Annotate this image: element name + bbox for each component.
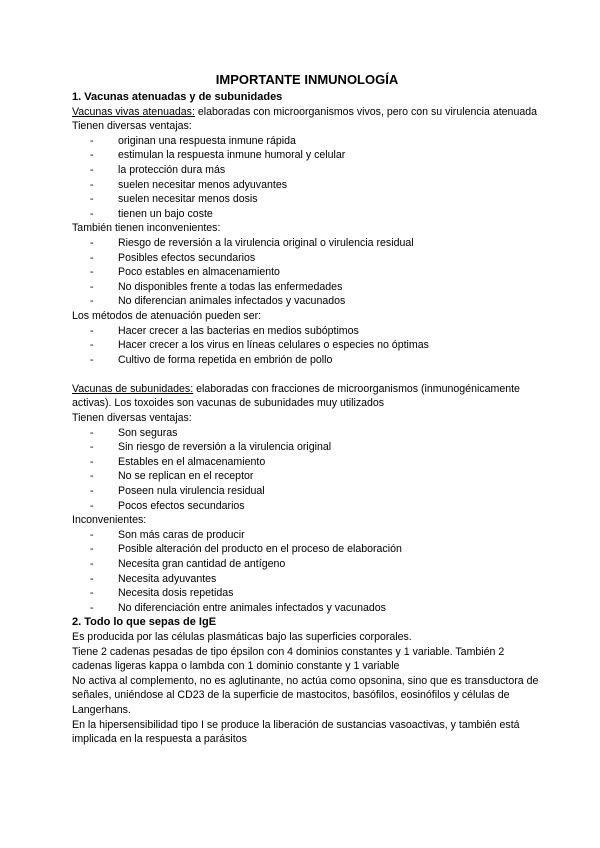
- list-item: - No se replican en el receptor: [72, 469, 542, 484]
- list-item: - Son más caras de producir: [72, 528, 542, 543]
- list-item: - tienen un bajo coste: [72, 207, 542, 222]
- list-item: - Hacer crecer a los virus en líneas celulares o especies no óptimas: [72, 338, 542, 353]
- vivas-ventajas-list: [72, 134, 542, 222]
- section1-heading: 1. Vacunas atenuadas y de subunidades: [72, 91, 283, 103]
- list-item: - estimulan la respuesta inmune humoral y celular: [72, 148, 542, 163]
- vivas-inconvenientes-intro: También tienen inconvenientes:: [72, 222, 221, 235]
- vivas-inconvenientes-list: [72, 236, 542, 309]
- list-item: - Necesita adyuvantes: [72, 572, 542, 587]
- vivas-label: Vacunas vivas atenuadas:: [72, 105, 195, 118]
- list-item: - suelen necesitar menos adyuvantes: [72, 178, 542, 193]
- subunidades-inconvenientes-intro: Inconvenientes:: [72, 514, 147, 527]
- list-item: - Cultivo de forma repetida en embrión de pollo: [72, 353, 542, 368]
- subunidades-definition: [72, 382, 542, 411]
- ige-paragraph: Es producida por las células plasmáticas bajo las superficies corporales.: [72, 630, 412, 643]
- section2-heading: 2. Todo lo que sepas de IgE: [72, 616, 217, 629]
- document-page: [72, 71, 542, 747]
- vivas-text: elaboradas con microorganismos vivos, pero con su virulencia atenuada: [194, 105, 538, 118]
- metodos-list: [72, 324, 542, 368]
- subunidades-text: elaboradas con fracciones de microorganismos (inmunogénicamente activas). Los toxoides son vacunas de subunidades muy utilizados: [72, 382, 520, 410]
- list-item: - originan una respuesta inmune rápida: [72, 134, 542, 149]
- spacer: [72, 367, 542, 382]
- list-item: - Sin riesgo de reversión a la virulencia original: [72, 440, 542, 455]
- list-item: - Pocos efectos secundarios: [72, 499, 542, 514]
- subunidades-ventajas-list: [72, 426, 542, 514]
- vivas-definition: [72, 105, 542, 120]
- list-item: - Poco estables en almacenamiento: [72, 265, 542, 280]
- ige-paragraph: En la hipersensibilidad tipo I se produce la liberación de sustancias vasoactivas, y también está implicada en la respuesta a parásitos: [72, 718, 520, 746]
- metodos-intro: Los métodos de atenuación pueden ser:: [72, 309, 262, 322]
- ige-paragraph: Tiene 2 cadenas pesadas de tipo épsilon con 4 dominios constantes y 1 variable. También 2 cadenas ligeras kappa o lambda con 1 dominio constante y 1 variable: [72, 645, 505, 673]
- vivas-ventajas-intro: Tienen diversas ventajas:: [72, 120, 192, 133]
- list-item: - Poseen nula virulencia residual: [72, 484, 542, 499]
- subunidades-label: Vacunas de subunidades:: [72, 382, 194, 395]
- list-item: - Son seguras: [72, 426, 542, 441]
- list-item: - Necesita gran cantidad de antígeno: [72, 557, 542, 572]
- list-item: - Posible alteración del producto en el proceso de elaboración: [72, 542, 542, 557]
- list-item: - Necesita dosis repetidas: [72, 586, 542, 601]
- list-item: - Estables en el almacenamiento: [72, 455, 542, 470]
- list-item: - Posibles efectos secundarios: [72, 251, 542, 266]
- list-item: - No disponibles frente a todas las enfermedades: [72, 280, 542, 295]
- list-item: - la protección dura más: [72, 163, 542, 178]
- subunidades-ventajas-intro: Tienen diversas ventajas:: [72, 412, 192, 425]
- list-item: - Hacer crecer a las bacterias en medios subóptimos: [72, 324, 542, 339]
- page-title: IMPORTANTE INMUNOLOGÍA: [215, 72, 399, 87]
- list-item: - No diferenciación entre animales infectados y vacunados: [72, 601, 542, 616]
- list-item: - Riesgo de reversión a la virulencia original o virulencia residual: [72, 236, 542, 251]
- ige-paragraph: No activa al complemento, no es aglutinante, no actúa como opsonina, sino que es transductora de señales, uniéndose al CD23 de la superficie de mastocitos, basófilos, eosinófilos y células de Langerhans.: [72, 674, 539, 716]
- subunidades-inconvenientes-list: [72, 528, 542, 616]
- list-item: - No diferencian animales infectados y vacunados: [72, 294, 542, 309]
- list-item: - suelen necesitar menos dosis: [72, 192, 542, 207]
